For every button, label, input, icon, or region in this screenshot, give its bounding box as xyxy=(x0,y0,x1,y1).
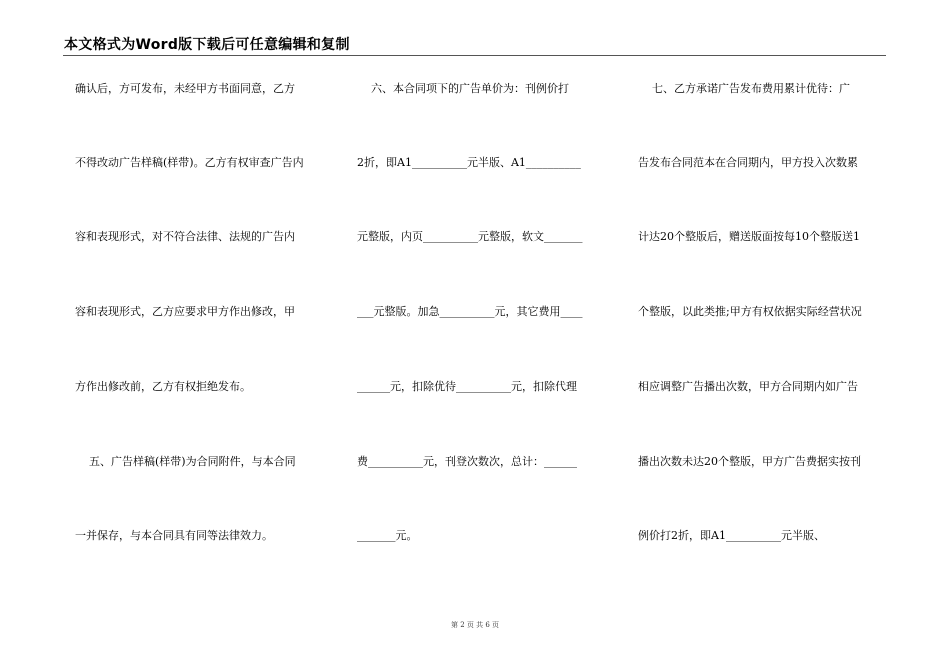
text-line: 一并保存，与本合同具有同等法律效力。 xyxy=(75,529,273,542)
text-line: 2折，即A1__________元半版、A1__________ xyxy=(357,156,581,169)
text-line: 计达20个整版后，赠送版面按每10个整版送1 xyxy=(638,230,860,243)
text-line: 例价打2折，即A1__________元半版、 xyxy=(638,529,825,542)
text-line: ___元整版。加急__________元，其它费用____ xyxy=(357,305,583,318)
page-number: 第 2 页 共 6 页 xyxy=(450,621,500,629)
text-line: 五、广告样稿(样带)为合同附件，与本合同 xyxy=(75,455,296,468)
text-line: 不得改动广告样稿(样带)。乙方有权审查广告内 xyxy=(75,156,304,169)
text-line: 播出次数未达20个整版，甲方广告费据实按刊 xyxy=(638,455,861,468)
text-line: 方作出修改前，乙方有权拒绝发布。 xyxy=(75,380,251,393)
text-line: ______元，扣除优待__________元，扣除代理 xyxy=(357,380,577,393)
text-line: 确认后，方可发布，未经甲方书面同意，乙方 xyxy=(75,82,295,95)
text-line: 相应调整广告播出次数，甲方合同期内如广告 xyxy=(638,380,858,393)
text-line: 容和表现形式，对不符合法律、法规的广告内 xyxy=(75,230,295,243)
header-divider xyxy=(63,55,886,56)
text-line: 费__________元，刊登次数次，总计：______ xyxy=(357,455,577,468)
text-line: 六、本合同项下的广告单价为：刊例价打 xyxy=(357,82,569,95)
text-line: 七、乙方承诺广告发布费用累计优待：广 xyxy=(638,82,850,95)
document-header: 本文格式为Word版下载后可任意编辑和复制 xyxy=(64,37,350,53)
text-line: 元整版，内页__________元整版，软文_______ xyxy=(357,230,583,243)
text-line: 告发布合同范本在合同期内，甲方投入次数累 xyxy=(638,156,858,169)
text-line: 个整版，以此类推;甲方有权依据实际经营状况 xyxy=(638,305,862,318)
text-line: 容和表现形式，乙方应要求甲方作出修改，甲 xyxy=(75,305,295,318)
text-line: _______元。 xyxy=(357,529,418,542)
